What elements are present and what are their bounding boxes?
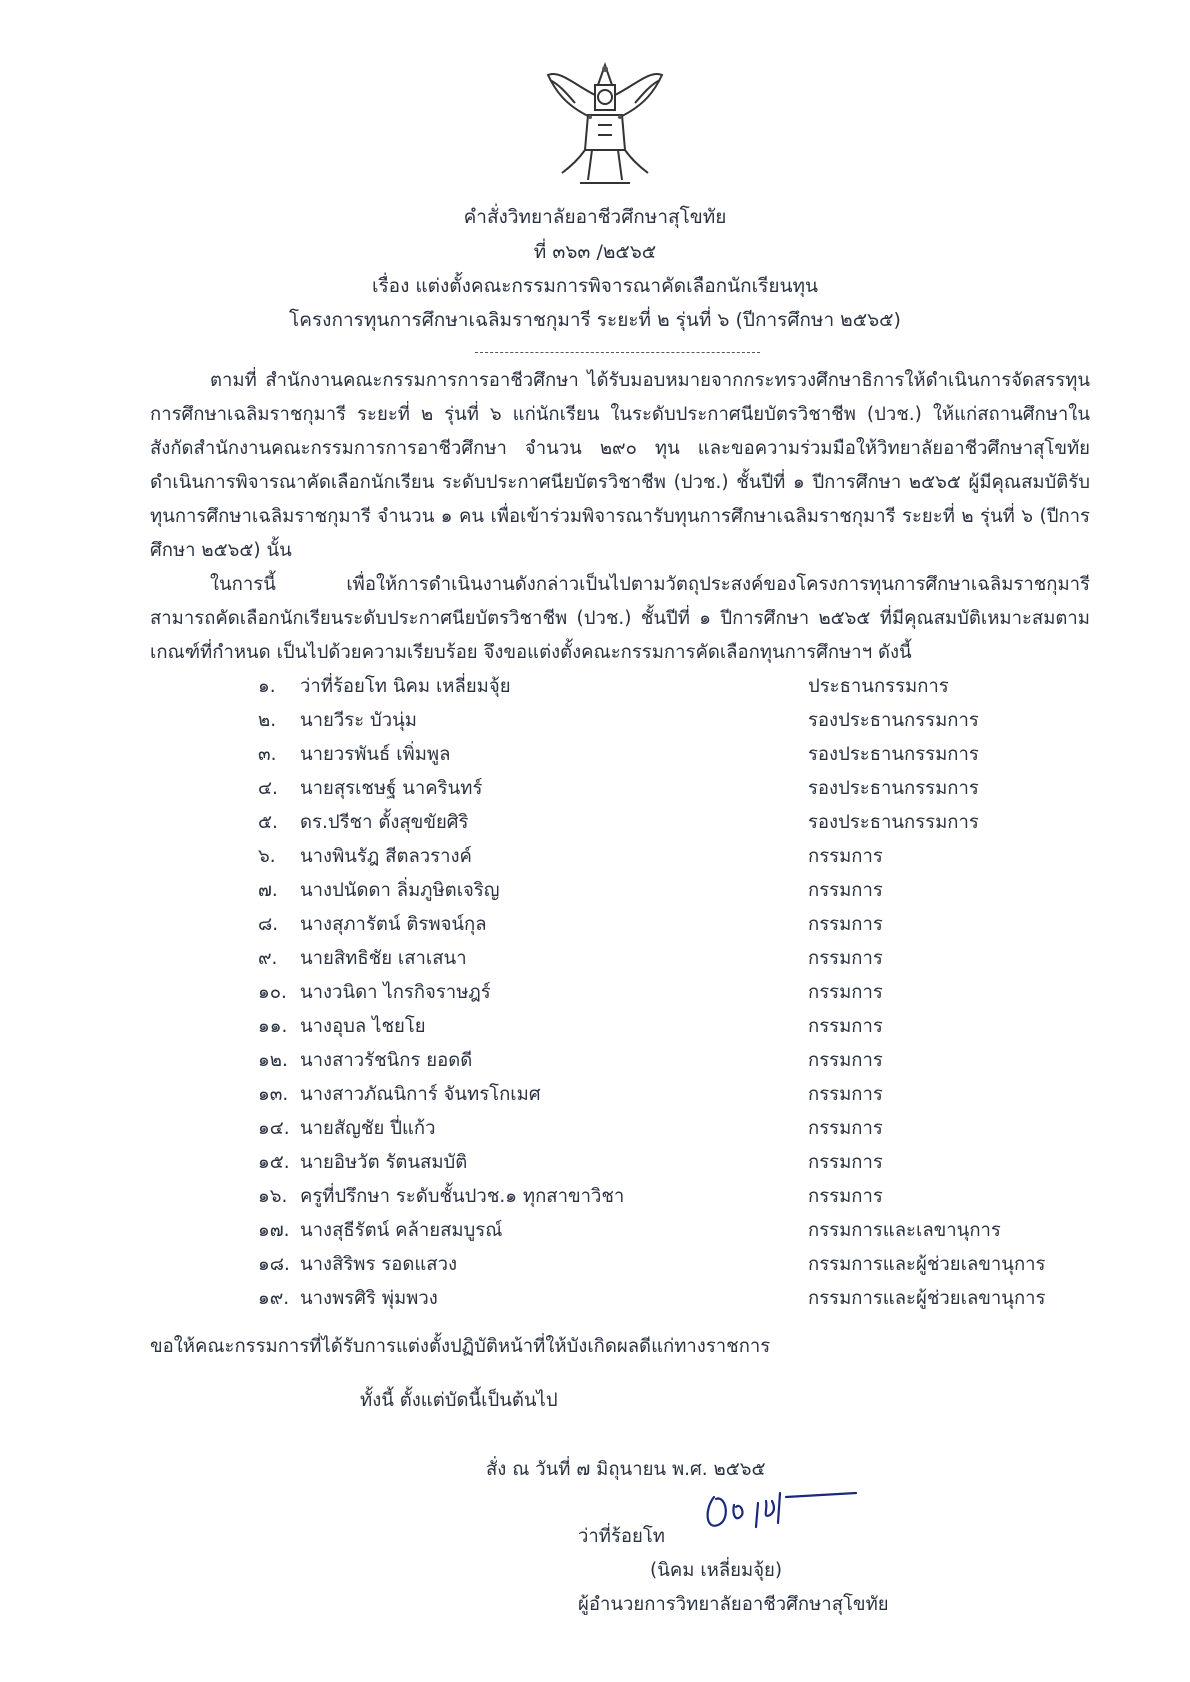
signer-rank: ว่าที่ร้อยโท [578,1526,665,1547]
signer-name: (นิคม เหลี่ยมจุ้ย) [650,1560,783,1581]
list-item: ๑๙. นางพรศิริ พุ่มพวง กรรมการและผู้ช่วยเลขานุการ [258,1288,1046,1309]
list-item: ๖. นางพินรัฎ สีตลวรางค์ กรรมการ [258,846,883,867]
duty-statement: ขอให้คณะกรรมการที่ได้รับการแต่งตั้งปฏิบัติหน้าที่ให้บังเกิดผลดีแก่ทางราชการ [150,1336,771,1357]
list-item: ๒. นายวีระ บัวนุ่ม รองประธานกรรมการ [258,710,979,731]
list-item: ๑๖. ครูที่ปรึกษา ระดับชั้นปวช.๑ ทุกสาขาวิชา กรรมการ [258,1186,883,1207]
list-item: ๑๗. นางสุธีรัตน์ คล้ายสมบูรณ์ กรรมการและเลขานุการ [258,1220,1001,1241]
signature-icon [696,1485,886,1540]
list-item: ๑๑. นางอุบล ไชยโย กรรมการ [258,1016,883,1037]
list-item: ๕. ดร.ปรีชา ตั้งสุขขัยศิริ รองประธานกรรมการ [258,812,979,833]
list-item: ๗. นางปนัดดา ลิ่มภูษิตเจริญ กรรมการ [258,880,883,901]
order-number: ที่ ๓๖๓ /๒๕๖๕ [533,241,657,263]
list-item: ๙. นายสิทธิชัย เสาเสนา กรรมการ [258,948,883,969]
paragraph-2: ในการนี้ เพื่อให้การดำเนินงานดังกล่าวเป็นไปตามวัตถุประสงค์ของโครงการทุนการศึกษาเฉลิมราชกุมารี สามารถคัดเลือกนักเรียนระดับประกาศนียบัตรวิชาชีพ (ปวช.) ชั้นปีที่ ๑ ปีการศึกษา ๒๕๖๕ ที่มีคุณสมบัติเหมาะสมตามเกณฑ์ที่กำหนด เป็นไปด้วยความเรียบร้อย จึงขอแต่งตั้งคณะกรรมการคัดเลือกทุนการศึกษาฯ ดังนี้ [150,574,1090,663]
list-item: ๑๔. นายสัญชัย ปี่แก้ว กรรมการ [258,1118,883,1139]
order-title: คำสั่งวิทยาลัยอาชีวศึกษาสุโขทัย [463,206,727,228]
list-item: ๑๒. นางสาวรัชนิกร ยอดดี กรรมการ [258,1050,883,1071]
subject: เรื่อง แต่งตั้งคณะกรรมการพิจารณาคัดเลือกนักเรียนทุน [371,275,819,297]
signer-position: ผู้อำนวยการวิทยาลัยอาชีวศึกษาสุโขทัย [578,1594,889,1615]
list-item: ๔. นายสุรเชษฐ์ นาครินทร์ รองประธานกรรมการ [258,778,979,799]
header-divider [475,352,760,353]
list-item: ๑๐. นางวนิดา ไกรกิจราษฎร์ กรรมการ [258,982,883,1003]
list-item: ๘. นางสุภารัตน์ ติรพจน์กุล กรรมการ [258,914,883,935]
project-line: โครงการทุนการศึกษาเฉลิมราชกุมารี ระยะที่ ๒ รุ่นที่ ๖ (ปีการศึกษา ๒๕๖๕) [289,309,901,331]
paragraph-1: ตามที่ สำนักงานคณะกรรมการการอาชีวศึกษา ได้รับมอบหมายจากกระทรวงศึกษาธิการให้ดำเนินการจัดสรรทุนการศึกษาเฉลิมราชกุมารี ระยะที่ ๒ รุ่นที่ ๖ แก่นักเรียน ในระดับประกาศนียบัตรวิชาชีพ (ปวช.) ให้แก่สถานศึกษาในสังกัดสำนักงานคณะกรรมการการอาชีวศึกษา จำนวน ๒๙๐ ทุน และขอความร่วมมือให้วิทยาลัยอาชีวศึกษาสุโขทัย ดำเนินการพิจารณาคัดเลือกนักเรียน ระดับประกาศนียบัตรวิชาชีพ (ปวช.) ชั้นปีที่ ๑ ปีการศึกษา ๒๕๖๕ ผู้มีคุณสมบัติรับทุนการศึกษาเฉลิมราชกุมารี จำนวน ๑ คน เพื่อเข้าร่วมพิจารณารับทุนการศึกษาเฉลิมราชกุมารี ระยะที่ ๒ รุ่นที่ ๖ (ปีการศึกษา ๒๕๖๕) นั้น [150,370,1090,561]
garuda-emblem-icon [540,55,670,190]
list-item: ๑๘. นางสิริพร รอดแสวง กรรมการและผู้ช่วยเลขานุการ [258,1254,1046,1275]
list-item: ๑. ว่าที่ร้อยโท นิคม เหลี่ยมจุ้ย ประธานกรรมการ [258,676,949,697]
committee-list [258,670,1078,1316]
list-item: ๓. นายวรพันธ์ เพิ่มพูล รองประธานกรรมการ [258,744,979,765]
list-item: ๑๓. นางสาวภัณนิการ์ จันทรโกเมศ กรรมการ [258,1084,883,1105]
effective-statement: ทั้งนี้ ตั้งแต่บัดนี้เป็นต้นไป [360,1390,558,1411]
list-item: ๑๕. นายอิษวัต รัตนสมบัติ กรรมการ [258,1152,883,1173]
order-date: สั่ง ณ วันที่ ๗ มิถุนายน พ.ศ. ๒๕๖๕ [486,1459,766,1480]
